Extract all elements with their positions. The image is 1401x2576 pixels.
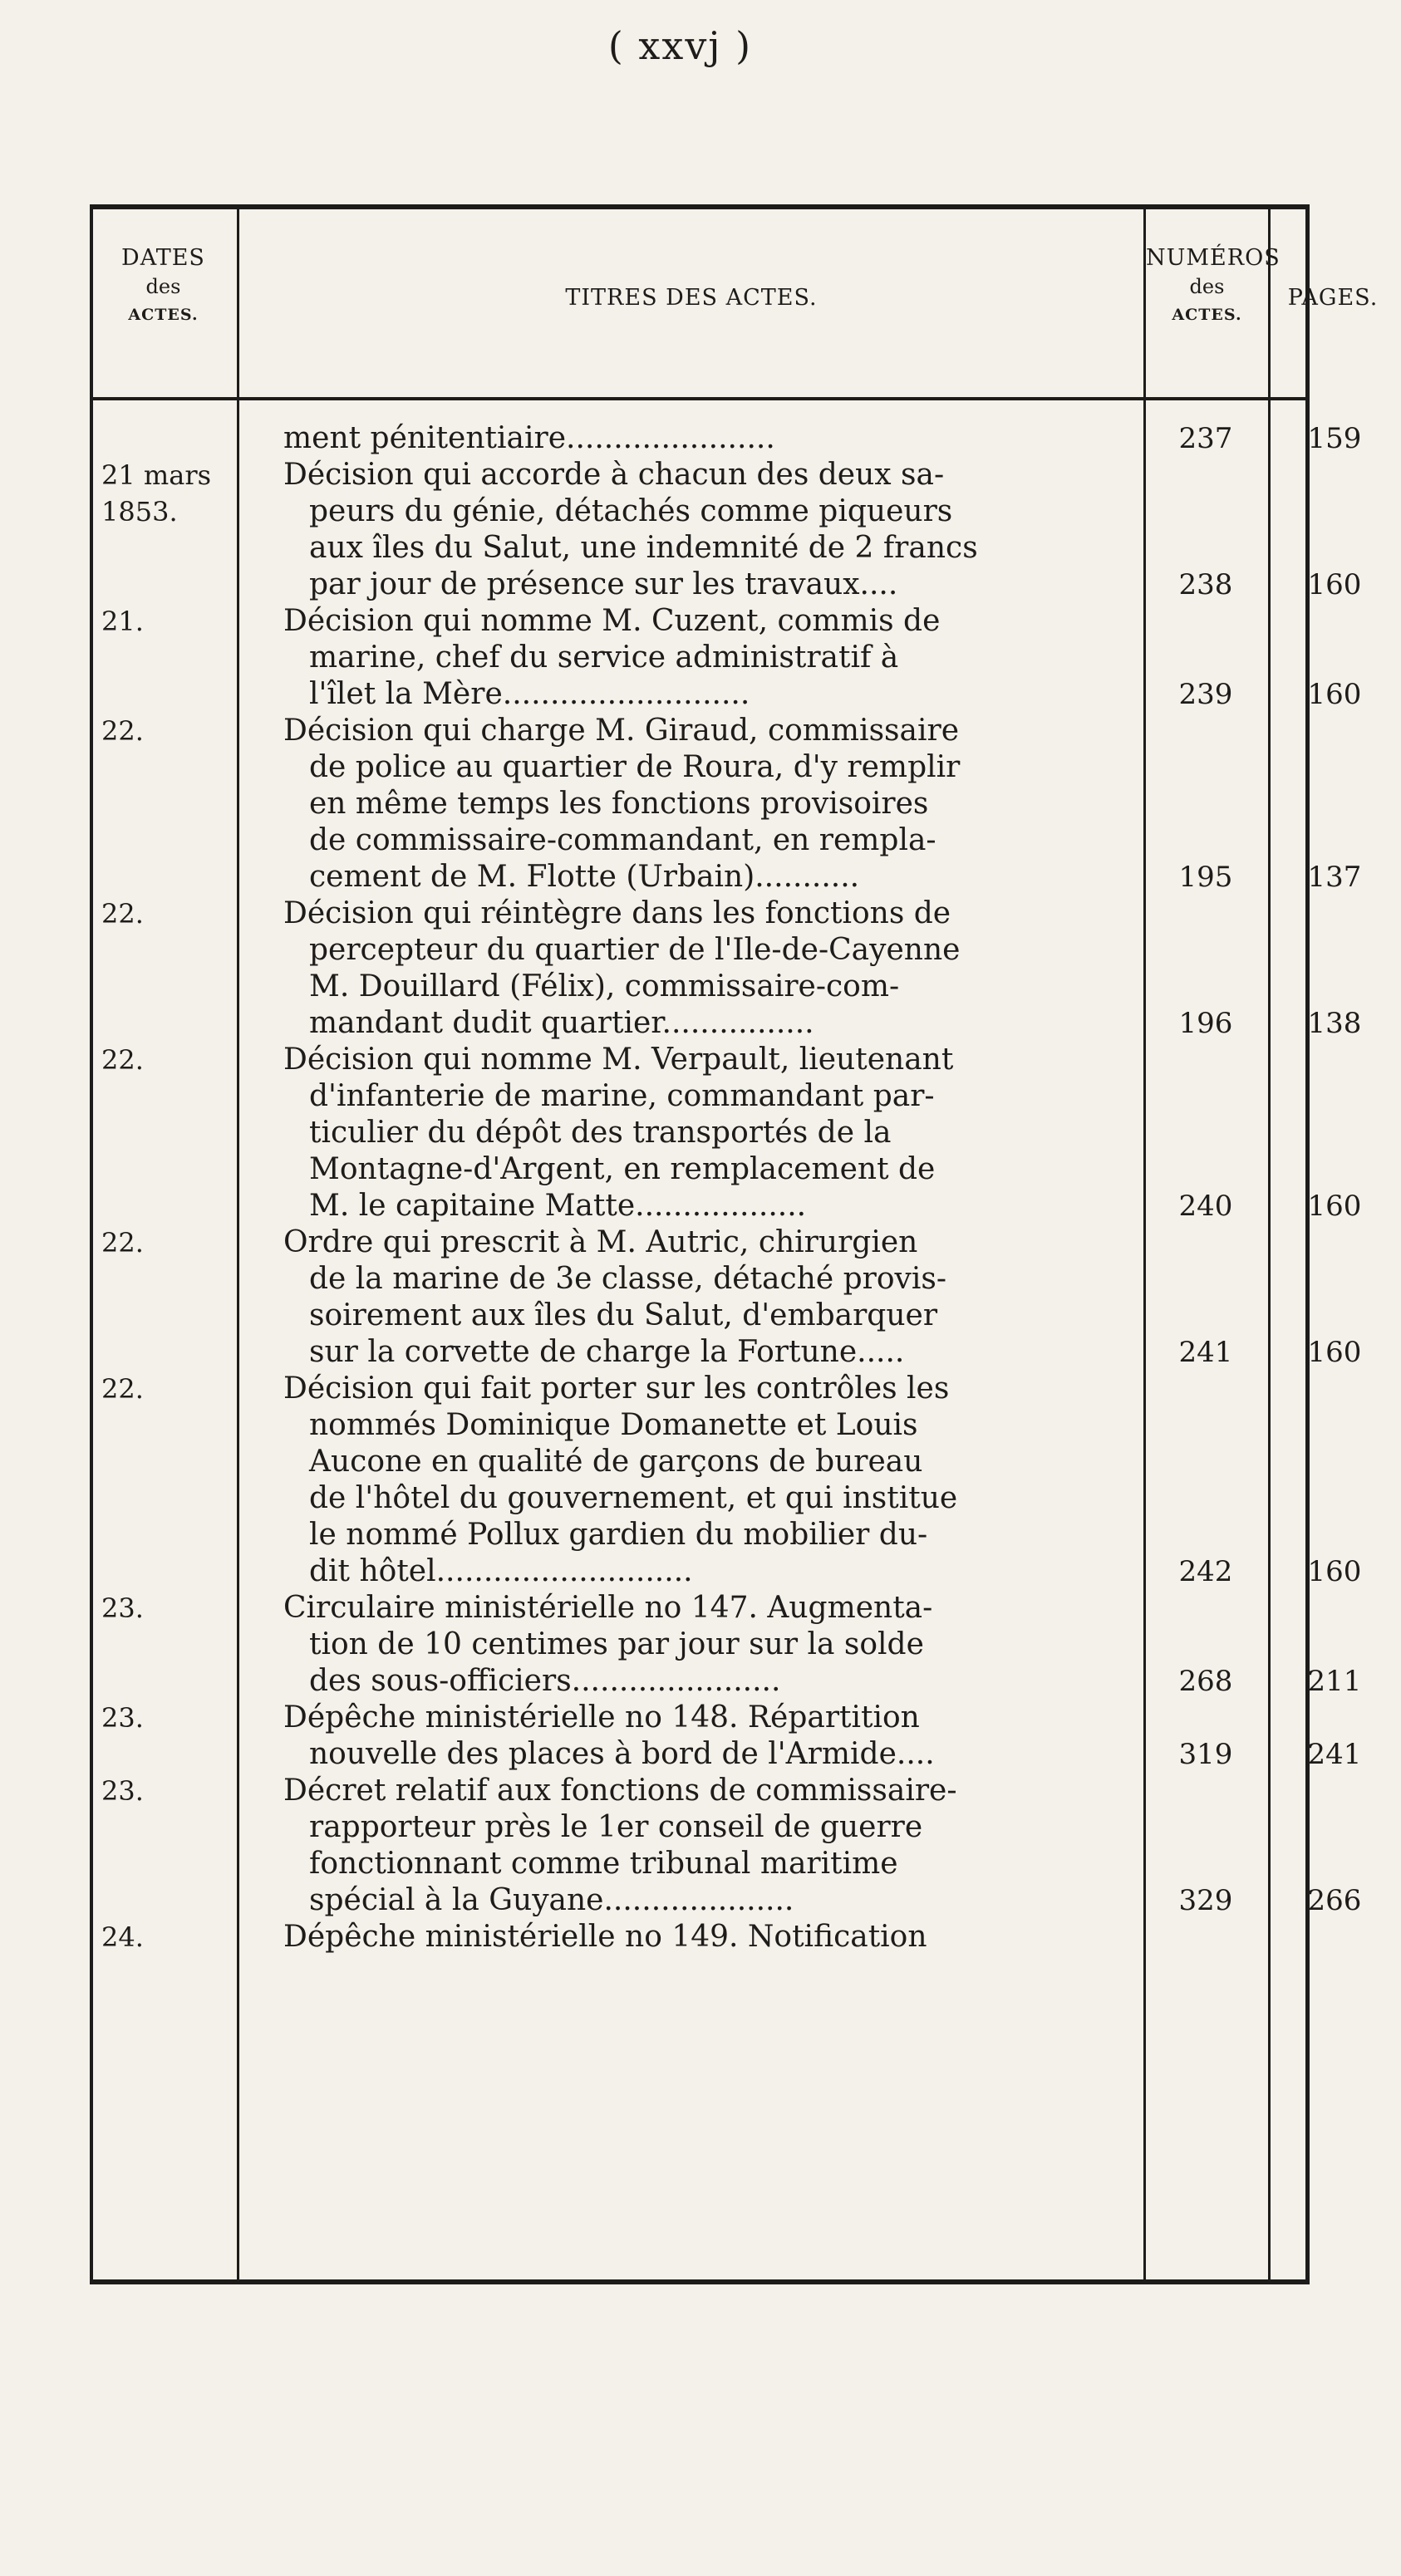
header-numbers: NUMÉROS des ACTES.: [1146, 245, 1281, 324]
entry-title-line: Décret relatif aux fonctions de commissaire-: [283, 1774, 957, 1808]
entry-number: 319: [1178, 1738, 1233, 1771]
entry-title-line: Circulaire ministérielle no 147. Augmenta-: [283, 1591, 933, 1625]
entry-title-line: en même temps les fonctions provisoires: [309, 787, 929, 821]
entry-date: 23.: [101, 1592, 144, 1624]
entry-page: 160: [1307, 1190, 1362, 1223]
entry-date: 22.: [101, 715, 144, 747]
entry-number: 240: [1178, 1190, 1233, 1223]
entry-date: 22.: [101, 1044, 144, 1076]
entry-date: 21.: [101, 606, 144, 637]
entry-title-line: de commissaire-commandant, en rempla-: [309, 823, 936, 857]
entry-number: 237: [1178, 422, 1233, 455]
header-titles: TITRES DES ACTES.: [565, 285, 818, 311]
entry-title-line: Montagne-d'Argent, en remplacement de: [309, 1152, 936, 1186]
entry-title-line: nommés Dominique Domanette et Louis: [309, 1408, 918, 1442]
page-number: ( xxvj ): [607, 23, 753, 68]
entry-page: 211: [1307, 1665, 1362, 1698]
entry-number: 242: [1178, 1555, 1233, 1588]
entry-title-line: nouvelle des places à bord de l'Armide....: [309, 1737, 935, 1771]
entry-title-line: Ordre qui prescrit à M. Autric, chirurgien: [283, 1225, 918, 1259]
entry-page: 160: [1307, 568, 1362, 601]
entry-title-line: ticulier du dépôt des transportés de la: [309, 1116, 892, 1150]
entry-number: 196: [1178, 1007, 1233, 1040]
entry-date: 24.: [101, 1921, 144, 1953]
header-pages: PAGES.: [1287, 285, 1379, 311]
entry-page: 241: [1307, 1738, 1362, 1771]
entry-title-line: Décision qui nomme M. Cuzent, commis de: [283, 604, 941, 638]
entry-number: 239: [1178, 678, 1233, 711]
entry-date: 22.: [101, 1373, 144, 1405]
entry-title-line: d'infanterie de marine, commandant par-: [309, 1079, 935, 1113]
entry-title-line: par jour de présence sur les travaux....: [309, 567, 898, 601]
entry-title-line: marine, chef du service administratif à: [309, 640, 899, 675]
entry-title-line: de police au quartier de Roura, d'y remplir: [309, 750, 961, 784]
entry-title-line: Dépêche ministérielle no 149. Notification: [283, 1920, 927, 1954]
entry-page: 159: [1307, 422, 1362, 455]
entry-title-line: cement de M. Flotte (Urbain)...........: [309, 860, 860, 894]
entry-title-line: fonctionnant comme tribunal maritime: [309, 1847, 898, 1881]
entry-title-line: de la marine de 3e classe, détaché provis-: [309, 1262, 946, 1296]
entry-date: 23.: [101, 1775, 144, 1807]
entry-page: 160: [1307, 1555, 1362, 1588]
entry-date: 22.: [101, 898, 144, 930]
acts-table: [90, 204, 1379, 2284]
entry-page: 138: [1307, 1007, 1362, 1040]
entry-date: 21 mars: [101, 459, 212, 491]
entry-title-line: soirement aux îles du Salut, d'embarquer: [309, 1298, 938, 1332]
entry-number: 268: [1178, 1665, 1233, 1698]
entry-title-line: Décision qui fait porter sur les contrôles les: [283, 1371, 950, 1406]
entry-title-line: Décision qui réintègre dans les fonctions de: [283, 896, 951, 930]
entry-title-line: Décision qui nomme M. Verpault, lieutenant: [283, 1043, 954, 1077]
entry-title-line: mandant dudit quartier................: [309, 1006, 814, 1040]
entry-title-line: spécial à la Guyane....................: [309, 1883, 794, 1917]
entry-date-year: 1853.: [101, 496, 178, 527]
entry-title-line: Décision qui accorde à chacun des deux sa-: [283, 458, 945, 492]
entry-title-line: dit hôtel...........................: [309, 1554, 693, 1588]
entry-title-line: de l'hôtel du gouvernement, et qui institue: [309, 1481, 958, 1515]
entry-title-line: sur la corvette de charge la Fortune.....: [309, 1335, 905, 1369]
entry-number: 241: [1178, 1336, 1233, 1369]
entry-number: 238: [1178, 568, 1233, 601]
entry-title-line: des sous-officiers......................: [309, 1664, 781, 1698]
header-dates: DATES des ACTES.: [121, 245, 205, 324]
entry-title-line: tion de 10 centimes par jour sur la solde: [309, 1627, 924, 1661]
entry-page: 160: [1307, 1336, 1362, 1369]
entry-title-line: rapporteur près le 1er conseil de guerre: [309, 1810, 923, 1844]
entry-title-line: Aucone en qualité de garçons de bureau: [309, 1445, 923, 1479]
entry-title-line: peurs du génie, détachés comme piqueurs: [309, 494, 953, 528]
entry-title-line: le nommé Pollux gardien du mobilier du-: [309, 1518, 928, 1552]
entry-title-line: percepteur du quartier de l'Ile-de-Cayenne: [309, 933, 961, 967]
entry-title-line: Dépêche ministérielle no 148. Répartition: [283, 1700, 920, 1735]
entry-date: 22.: [101, 1227, 144, 1259]
entry-title-line: M. Douillard (Félix), commissaire-com-: [309, 969, 900, 1003]
entry-title-line: aux îles du Salut, une indemnité de 2 francs: [309, 531, 978, 565]
entry-date: 23.: [101, 1702, 144, 1734]
entry-page: 160: [1307, 678, 1362, 711]
entry-number: 195: [1178, 861, 1233, 894]
entry-page: 266: [1307, 1884, 1362, 1917]
entry-title-line: Décision qui charge M. Giraud, commissaire: [283, 714, 960, 748]
entry-title-line: M. le capitaine Matte..................: [309, 1189, 807, 1223]
entry-page: 137: [1307, 861, 1362, 894]
entry-title-line: ment pénitentiaire......................: [283, 421, 775, 455]
entry-number: 329: [1178, 1884, 1233, 1917]
entry-title-line: l'îlet la Mère..........................: [309, 677, 750, 711]
